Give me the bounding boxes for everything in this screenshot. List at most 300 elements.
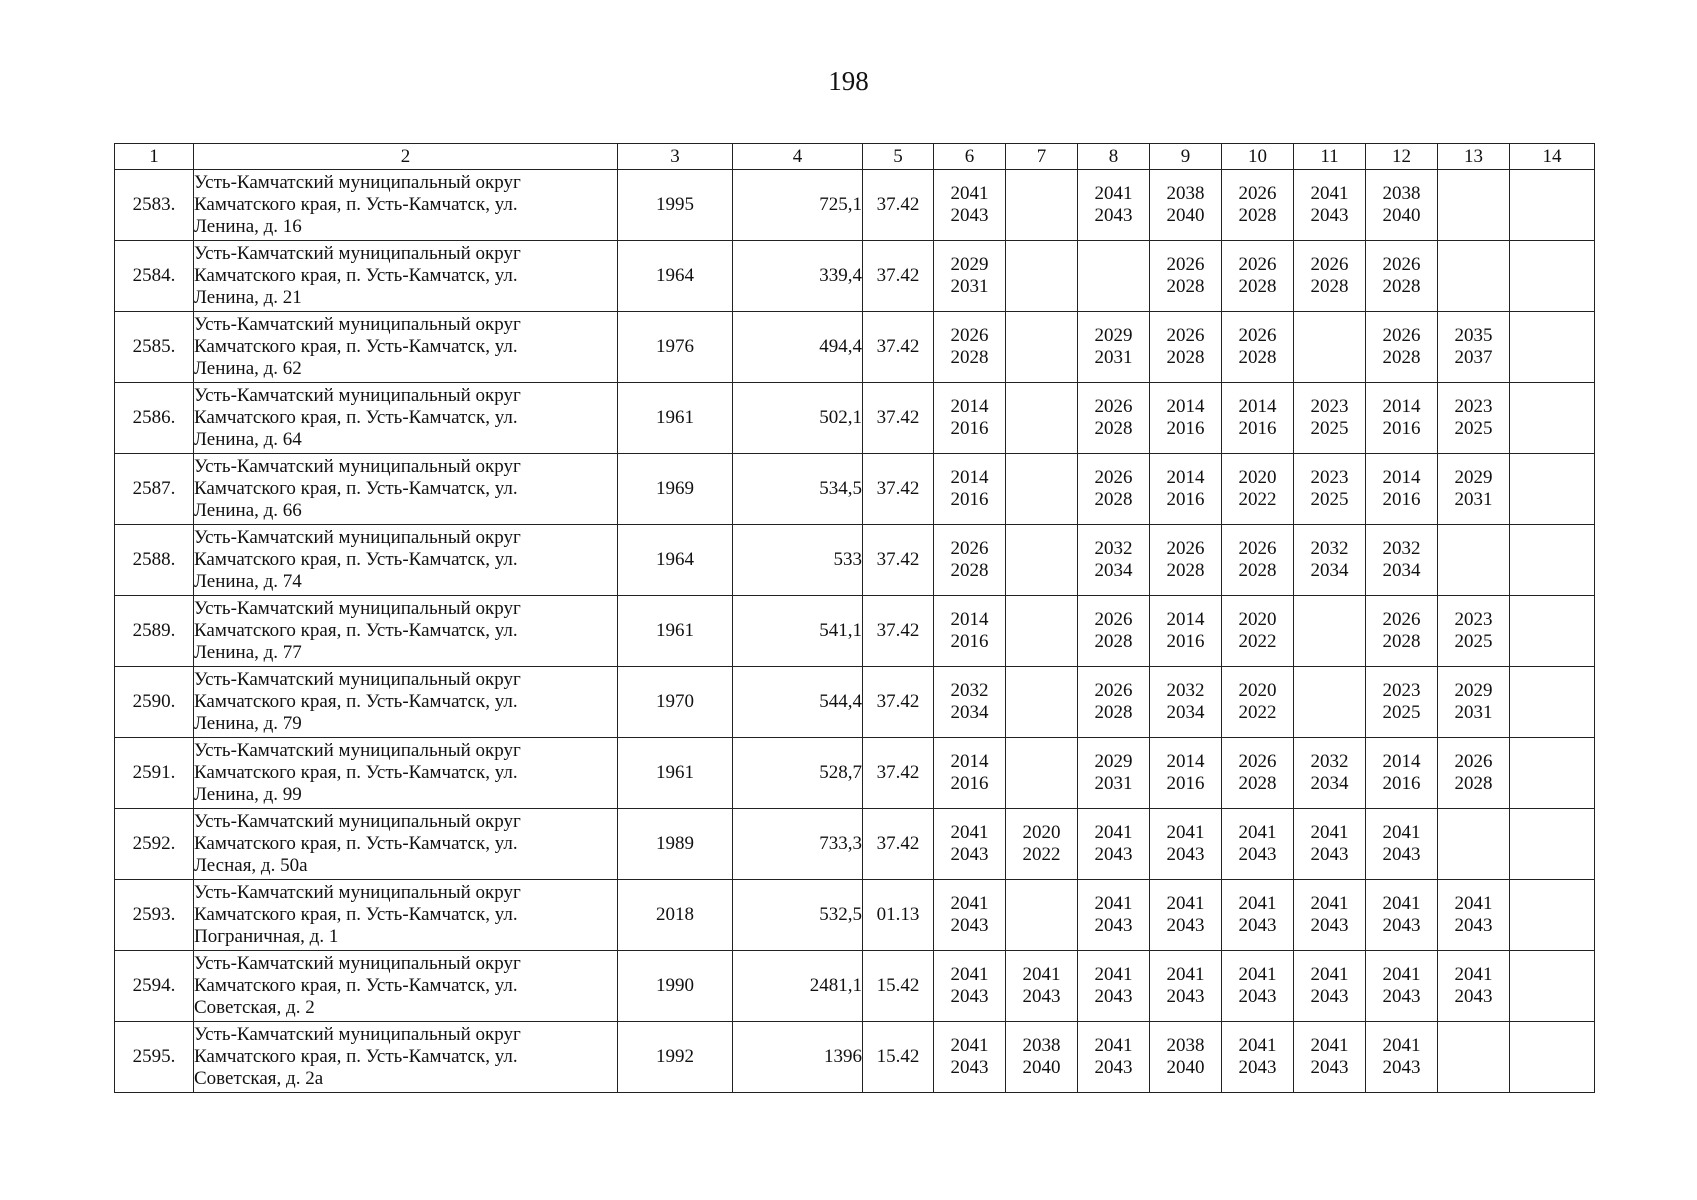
address-line: Ленина, д. 66 — [194, 500, 302, 521]
term-start-year: 2041 — [1454, 964, 1493, 985]
term-start-year: 2029 — [1094, 325, 1133, 346]
term-cell-col-13 — [1438, 383, 1510, 454]
term-start-year: 2041 — [1166, 964, 1205, 985]
term-cell-col-14 — [1510, 596, 1595, 667]
term-start-year: 2014 — [1166, 751, 1205, 772]
term-start-year: 2023 — [1310, 467, 1349, 488]
term-cell-col-14 — [1510, 1022, 1595, 1093]
term-cell-col-13 — [1438, 667, 1510, 738]
area-cell: 339,4 — [733, 241, 863, 312]
term-cell-col-7 — [1006, 809, 1078, 880]
year-built-cell: 1990 — [618, 951, 733, 1022]
term-cell-col-7 — [1006, 312, 1078, 383]
address-line: Камчатского края, п. Усть-Камчатск, ул. — [194, 1046, 518, 1067]
term-cell-col-13 — [1438, 525, 1510, 596]
row-number-cell: 2585. — [115, 312, 194, 383]
term-start-year: 2041 — [950, 893, 989, 914]
term-start-year: 2041 — [1166, 893, 1205, 914]
code-cell: 37.42 — [863, 170, 934, 241]
term-end-year: 2043 — [1310, 915, 1349, 936]
row-number-cell: 2591. — [115, 738, 194, 809]
term-start-year: 2041 — [950, 964, 989, 985]
term-cell-col-8 — [1078, 241, 1150, 312]
term-cell-col-13 — [1438, 809, 1510, 880]
column-header-13: 13 — [1438, 144, 1510, 170]
term-end-year: 2016 — [1166, 773, 1205, 794]
address-line: Камчатского края, п. Усть-Камчатск, ул. — [194, 549, 518, 570]
code-cell: 37.42 — [863, 809, 934, 880]
term-start-year: 2026 — [1382, 609, 1421, 630]
term-cell-col-6 — [934, 809, 1006, 880]
term-start-year: 2041 — [1238, 1035, 1277, 1056]
term-end-year: 2025 — [1382, 702, 1421, 723]
term-cell-col-8 — [1078, 880, 1150, 951]
term-start-year: 2041 — [1094, 964, 1133, 985]
column-header-14: 14 — [1510, 144, 1595, 170]
term-cell-col-11 — [1294, 525, 1366, 596]
term-cell-col-11 — [1294, 880, 1366, 951]
term-cell-col-7 — [1006, 596, 1078, 667]
address-line: Усть-Камчатский муниципальный округ — [194, 882, 521, 903]
term-end-year: 2025 — [1454, 631, 1493, 652]
term-end-year: 2016 — [1166, 489, 1205, 510]
term-end-year: 2016 — [1166, 418, 1205, 439]
term-start-year: 2041 — [1094, 893, 1133, 914]
year-built-cell: 1969 — [618, 454, 733, 525]
term-cell-col-12 — [1366, 1022, 1438, 1093]
area-cell: 2481,1 — [733, 951, 863, 1022]
column-header-10: 10 — [1222, 144, 1294, 170]
term-cell-col-8 — [1078, 454, 1150, 525]
area-cell: 544,4 — [733, 667, 863, 738]
term-start-year: 2026 — [1238, 183, 1277, 204]
term-cell-col-11 — [1294, 312, 1366, 383]
term-end-year: 2043 — [1454, 915, 1493, 936]
term-cell-col-12 — [1366, 383, 1438, 454]
term-end-year: 2034 — [1382, 560, 1421, 581]
code-cell: 37.42 — [863, 596, 934, 667]
term-end-year: 2043 — [950, 915, 989, 936]
code-cell: 37.42 — [863, 454, 934, 525]
term-start-year: 2026 — [1382, 325, 1421, 346]
term-end-year: 2028 — [1238, 347, 1277, 368]
address-line: Камчатского края, п. Усть-Камчатск, ул. — [194, 265, 518, 286]
address-line: Усть-Камчатский муниципальный округ — [194, 172, 521, 193]
table-row — [115, 738, 1595, 809]
term-cell-col-11 — [1294, 809, 1366, 880]
term-end-year: 2022 — [1238, 631, 1277, 652]
term-cell-col-13 — [1438, 596, 1510, 667]
term-cell-col-11 — [1294, 170, 1366, 241]
term-cell-col-12 — [1366, 738, 1438, 809]
column-header-2: 2 — [194, 144, 618, 170]
term-cell-col-10 — [1222, 312, 1294, 383]
term-start-year: 2014 — [950, 467, 989, 488]
term-end-year: 2031 — [1094, 347, 1133, 368]
term-start-year: 2041 — [1310, 893, 1349, 914]
term-cell-col-10 — [1222, 383, 1294, 454]
term-end-year: 2037 — [1454, 347, 1493, 368]
term-start-year: 2029 — [1454, 467, 1493, 488]
term-cell-col-6 — [934, 667, 1006, 738]
term-end-year: 2028 — [1094, 418, 1133, 439]
term-cell-col-9 — [1150, 312, 1222, 383]
term-start-year: 2041 — [1238, 893, 1277, 914]
row-number-cell: 2584. — [115, 241, 194, 312]
term-start-year: 2032 — [1310, 538, 1349, 559]
term-end-year: 2031 — [1094, 773, 1133, 794]
term-cell-col-14 — [1510, 312, 1595, 383]
term-start-year: 2020 — [1238, 609, 1277, 630]
term-end-year: 2028 — [1094, 489, 1133, 510]
area-cell: 528,7 — [733, 738, 863, 809]
term-end-year: 2043 — [1166, 844, 1205, 865]
term-start-year: 2026 — [1238, 538, 1277, 559]
term-end-year: 2043 — [1022, 986, 1061, 1007]
term-end-year: 2043 — [1382, 844, 1421, 865]
term-cell-col-8 — [1078, 383, 1150, 454]
term-cell-col-6 — [934, 596, 1006, 667]
column-header-3: 3 — [618, 144, 733, 170]
year-built-cell: 1970 — [618, 667, 733, 738]
term-end-year: 2043 — [1238, 844, 1277, 865]
address-line: Камчатского края, п. Усть-Камчатск, ул. — [194, 904, 518, 925]
term-end-year: 2025 — [1310, 418, 1349, 439]
term-cell-col-14 — [1510, 880, 1595, 951]
term-end-year: 2025 — [1310, 489, 1349, 510]
row-number-cell: 2586. — [115, 383, 194, 454]
term-cell-col-6 — [934, 312, 1006, 383]
term-cell-col-8 — [1078, 312, 1150, 383]
address-line: Камчатского края, п. Усть-Камчатск, ул. — [194, 620, 518, 641]
address-line: Ленина, д. 99 — [194, 784, 302, 805]
term-end-year: 2034 — [1310, 560, 1349, 581]
term-cell-col-13 — [1438, 454, 1510, 525]
term-start-year: 2026 — [1238, 325, 1277, 346]
term-end-year: 2016 — [1166, 631, 1205, 652]
address-line: Камчатского края, п. Усть-Камчатск, ул. — [194, 762, 518, 783]
term-cell-col-6 — [934, 454, 1006, 525]
term-cell-col-6 — [934, 951, 1006, 1022]
term-cell-col-10 — [1222, 596, 1294, 667]
code-cell: 37.42 — [863, 525, 934, 596]
area-cell: 733,3 — [733, 809, 863, 880]
term-cell-col-10 — [1222, 170, 1294, 241]
address-line: Камчатского края, п. Усть-Камчатск, ул. — [194, 336, 518, 357]
term-cell-col-6 — [934, 738, 1006, 809]
term-start-year: 2032 — [1382, 538, 1421, 559]
address-line: Усть-Камчатский муниципальный округ — [194, 243, 521, 264]
term-start-year: 2014 — [1382, 751, 1421, 772]
term-cell-col-9 — [1150, 454, 1222, 525]
term-end-year: 2028 — [1094, 702, 1133, 723]
column-header-5: 5 — [863, 144, 934, 170]
table-row — [115, 951, 1595, 1022]
term-cell-col-9 — [1150, 951, 1222, 1022]
term-cell-col-10 — [1222, 525, 1294, 596]
code-cell: 37.42 — [863, 738, 934, 809]
term-cell-col-10 — [1222, 454, 1294, 525]
term-cell-col-6 — [934, 383, 1006, 454]
term-cell-col-13 — [1438, 312, 1510, 383]
term-start-year: 2041 — [950, 183, 989, 204]
address-line: Камчатского края, п. Усть-Камчатск, ул. — [194, 833, 518, 854]
term-end-year: 2028 — [950, 347, 989, 368]
column-header-8: 8 — [1078, 144, 1150, 170]
year-built-cell: 1961 — [618, 738, 733, 809]
term-end-year: 2043 — [1094, 205, 1133, 226]
address-line: Камчатского края, п. Усть-Камчатск, ул. — [194, 194, 518, 215]
address-cell — [194, 383, 618, 454]
column-header-4: 4 — [733, 144, 863, 170]
term-cell-col-8 — [1078, 170, 1150, 241]
term-cell-col-12 — [1366, 312, 1438, 383]
area-cell: 494,4 — [733, 312, 863, 383]
year-built-cell: 1964 — [618, 525, 733, 596]
term-end-year: 2028 — [1238, 773, 1277, 794]
housing-register-table — [114, 143, 1595, 1093]
term-cell-col-7 — [1006, 1022, 1078, 1093]
term-end-year: 2028 — [1166, 347, 1205, 368]
term-cell-col-11 — [1294, 596, 1366, 667]
term-start-year: 2014 — [950, 751, 989, 772]
term-end-year: 2034 — [950, 702, 989, 723]
term-end-year: 2028 — [950, 560, 989, 581]
term-end-year: 2016 — [950, 631, 989, 652]
term-cell-col-11 — [1294, 1022, 1366, 1093]
term-start-year: 2032 — [950, 680, 989, 701]
term-cell-col-14 — [1510, 383, 1595, 454]
term-end-year: 2043 — [1094, 986, 1133, 1007]
term-start-year: 2026 — [1094, 680, 1133, 701]
term-start-year: 2041 — [950, 822, 989, 843]
address-cell — [194, 880, 618, 951]
term-start-year: 2041 — [1310, 183, 1349, 204]
term-end-year: 2043 — [1238, 915, 1277, 936]
term-end-year: 2022 — [1238, 489, 1277, 510]
term-cell-col-14 — [1510, 951, 1595, 1022]
term-end-year: 2028 — [1454, 773, 1493, 794]
address-line: Ленина, д. 74 — [194, 571, 302, 592]
term-cell-col-10 — [1222, 241, 1294, 312]
year-built-cell: 1964 — [618, 241, 733, 312]
address-line: Усть-Камчатский муниципальный округ — [194, 740, 521, 761]
row-number-cell: 2594. — [115, 951, 194, 1022]
term-end-year: 2043 — [1382, 1057, 1421, 1078]
term-cell-col-9 — [1150, 667, 1222, 738]
term-cell-col-11 — [1294, 241, 1366, 312]
term-start-year: 2041 — [1310, 1035, 1349, 1056]
term-end-year: 2016 — [1382, 489, 1421, 510]
address-line: Усть-Камчатский муниципальный округ — [194, 669, 521, 690]
term-cell-col-8 — [1078, 667, 1150, 738]
year-built-cell: 1961 — [618, 596, 733, 667]
table-row — [115, 1022, 1595, 1093]
term-cell-col-13 — [1438, 241, 1510, 312]
term-start-year: 2029 — [950, 254, 989, 275]
term-cell-col-11 — [1294, 454, 1366, 525]
address-line: Усть-Камчатский муниципальный округ — [194, 1024, 521, 1045]
term-end-year: 2031 — [950, 276, 989, 297]
term-start-year: 2023 — [1454, 609, 1493, 630]
term-start-year: 2020 — [1238, 680, 1277, 701]
code-cell: 37.42 — [863, 241, 934, 312]
term-cell-col-12 — [1366, 880, 1438, 951]
address-line: Ленина, д. 64 — [194, 429, 302, 450]
code-cell: 15.42 — [863, 951, 934, 1022]
year-built-cell: 1992 — [618, 1022, 733, 1093]
term-start-year: 2029 — [1454, 680, 1493, 701]
code-cell: 37.42 — [863, 383, 934, 454]
term-cell-col-14 — [1510, 809, 1595, 880]
address-cell — [194, 738, 618, 809]
column-header-1: 1 — [115, 144, 194, 170]
term-end-year: 2043 — [1238, 1057, 1277, 1078]
table-row — [115, 454, 1595, 525]
term-cell-col-9 — [1150, 880, 1222, 951]
address-cell — [194, 596, 618, 667]
row-number-cell: 2595. — [115, 1022, 194, 1093]
term-cell-col-10 — [1222, 809, 1294, 880]
term-start-year: 2026 — [1166, 325, 1205, 346]
term-cell-col-7 — [1006, 525, 1078, 596]
area-cell: 725,1 — [733, 170, 863, 241]
term-cell-col-14 — [1510, 454, 1595, 525]
term-start-year: 2041 — [1310, 822, 1349, 843]
term-start-year: 2023 — [1454, 396, 1493, 417]
term-start-year: 2041 — [1094, 1035, 1133, 1056]
term-cell-col-9 — [1150, 809, 1222, 880]
address-cell — [194, 312, 618, 383]
term-cell-col-7 — [1006, 170, 1078, 241]
address-cell — [194, 454, 618, 525]
header-row — [115, 144, 1595, 170]
term-start-year: 2041 — [1382, 893, 1421, 914]
term-end-year: 2043 — [1310, 844, 1349, 865]
term-end-year: 2028 — [1238, 560, 1277, 581]
term-end-year: 2043 — [950, 1057, 989, 1078]
term-start-year: 2026 — [1238, 751, 1277, 772]
address-line: Камчатского края, п. Усть-Камчатск, ул. — [194, 407, 518, 428]
term-end-year: 2028 — [1310, 276, 1349, 297]
term-cell-col-9 — [1150, 1022, 1222, 1093]
term-start-year: 2026 — [1166, 254, 1205, 275]
row-number-cell: 2592. — [115, 809, 194, 880]
term-end-year: 2043 — [1166, 915, 1205, 936]
address-line: Лесная, д. 50а — [194, 855, 308, 876]
term-cell-col-10 — [1222, 738, 1294, 809]
term-start-year: 2041 — [1166, 822, 1205, 843]
term-cell-col-14 — [1510, 738, 1595, 809]
term-start-year: 2026 — [950, 538, 989, 559]
column-header-7: 7 — [1006, 144, 1078, 170]
term-start-year: 2038 — [1166, 183, 1205, 204]
address-line: Усть-Камчатский муниципальный округ — [194, 456, 521, 477]
term-start-year: 2041 — [1094, 822, 1133, 843]
address-line: Ленина, д. 77 — [194, 642, 302, 663]
address-line: Камчатского края, п. Усть-Камчатск, ул. — [194, 975, 518, 996]
term-start-year: 2023 — [1310, 396, 1349, 417]
term-start-year: 2041 — [1382, 822, 1421, 843]
code-cell: 37.42 — [863, 312, 934, 383]
term-end-year: 2028 — [1166, 560, 1205, 581]
address-cell — [194, 525, 618, 596]
term-end-year: 2043 — [1382, 986, 1421, 1007]
term-cell-col-8 — [1078, 809, 1150, 880]
term-end-year: 2028 — [1382, 347, 1421, 368]
term-cell-col-12 — [1366, 667, 1438, 738]
table-body — [115, 170, 1595, 1093]
code-cell: 37.42 — [863, 667, 934, 738]
address-cell — [194, 667, 618, 738]
table-row — [115, 525, 1595, 596]
term-end-year: 2031 — [1454, 489, 1493, 510]
term-end-year: 2043 — [950, 844, 989, 865]
term-start-year: 2038 — [1382, 183, 1421, 204]
area-cell: 532,5 — [733, 880, 863, 951]
term-cell-col-10 — [1222, 1022, 1294, 1093]
term-cell-col-14 — [1510, 170, 1595, 241]
term-start-year: 2023 — [1382, 680, 1421, 701]
term-end-year: 2028 — [1166, 276, 1205, 297]
row-number-cell: 2589. — [115, 596, 194, 667]
column-header-11: 11 — [1294, 144, 1366, 170]
term-cell-col-8 — [1078, 1022, 1150, 1093]
table-row — [115, 880, 1595, 951]
term-cell-col-11 — [1294, 383, 1366, 454]
term-end-year: 2016 — [1382, 773, 1421, 794]
address-line: Ленина, д. 16 — [194, 216, 302, 237]
term-cell-col-6 — [934, 525, 1006, 596]
term-end-year: 2043 — [1310, 1057, 1349, 1078]
term-end-year: 2043 — [1454, 986, 1493, 1007]
term-start-year: 2041 — [1094, 183, 1133, 204]
term-cell-col-12 — [1366, 241, 1438, 312]
term-start-year: 2020 — [1238, 467, 1277, 488]
term-end-year: 2040 — [1382, 205, 1421, 226]
term-cell-col-6 — [934, 880, 1006, 951]
term-end-year: 2028 — [1094, 631, 1133, 652]
term-cell-col-10 — [1222, 951, 1294, 1022]
address-line: Ленина, д. 79 — [194, 713, 302, 734]
term-end-year: 2028 — [1238, 205, 1277, 226]
address-line: Усть-Камчатский муниципальный округ — [194, 385, 521, 406]
term-cell-col-8 — [1078, 951, 1150, 1022]
term-end-year: 2028 — [1382, 631, 1421, 652]
term-end-year: 2022 — [1022, 844, 1061, 865]
term-end-year: 2016 — [1238, 418, 1277, 439]
term-start-year: 2041 — [950, 1035, 989, 1056]
term-cell-col-12 — [1366, 170, 1438, 241]
term-start-year: 2029 — [1094, 751, 1133, 772]
term-cell-col-7 — [1006, 454, 1078, 525]
term-cell-col-12 — [1366, 596, 1438, 667]
term-cell-col-7 — [1006, 667, 1078, 738]
term-cell-col-9 — [1150, 170, 1222, 241]
term-end-year: 2016 — [950, 773, 989, 794]
term-cell-col-14 — [1510, 241, 1595, 312]
address-cell — [194, 1022, 618, 1093]
term-start-year: 2026 — [1238, 254, 1277, 275]
term-start-year: 2014 — [1382, 467, 1421, 488]
term-start-year: 2014 — [1166, 396, 1205, 417]
term-cell-col-8 — [1078, 525, 1150, 596]
term-start-year: 2026 — [1454, 751, 1493, 772]
term-end-year: 2016 — [950, 489, 989, 510]
year-built-cell: 2018 — [618, 880, 733, 951]
term-end-year: 2016 — [1382, 418, 1421, 439]
table-row — [115, 596, 1595, 667]
